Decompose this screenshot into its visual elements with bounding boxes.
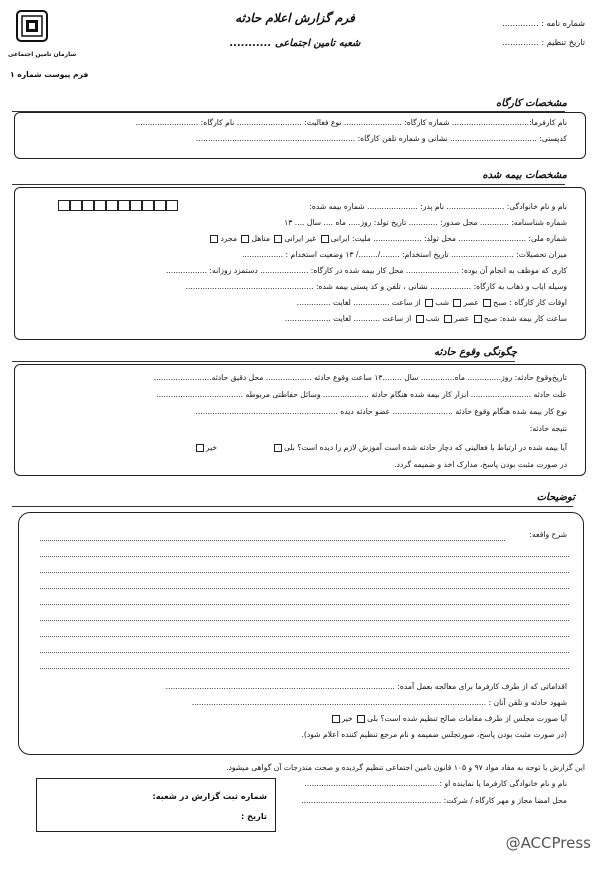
notes-line[interactable] [40, 668, 569, 669]
registration-box [36, 778, 276, 832]
notes-line[interactable] [40, 636, 569, 637]
accident-row-1: تاریخ‌وقوع حادثه: روز.............. ماه.............. سال ........۱۳ ساعت وقوع حادثه ................... محل دقیق حادثه........................ [153, 373, 567, 382]
issue-date: تاریخ تنظیم : .............. [502, 37, 585, 47]
accident-row-6: در صورت مثبت بودن پاسخ، مدارک اخذ و ضمیمه گردد. [394, 460, 567, 469]
workplace-evening-checkbox[interactable] [453, 299, 461, 307]
minutes-yes-checkbox[interactable] [357, 715, 365, 723]
insured-evening-checkbox[interactable] [444, 315, 452, 323]
section-insured: مشخصات بیمه شده [482, 170, 567, 181]
insured-row-1: نام و نام خانوادگی: ........................ نام پدر: ..................... شماره بیمه شده: [309, 202, 567, 211]
registration-date-label: تاریخ : [241, 811, 267, 821]
letter-number: شماره نامه : .............. [502, 18, 585, 28]
accident-row-3: نوع کار بیمه شده هنگام وقوع حادثه ......................... عضو حادثه دیده ........................................................... [195, 407, 567, 416]
notes-description-label: شرح واقعه: [529, 530, 567, 539]
iranian-checkbox[interactable] [321, 235, 329, 243]
insured-morning-checkbox[interactable] [474, 315, 482, 323]
registration-number-label: شماره ثبت گزارش در شعبه: [152, 791, 267, 801]
notes-line[interactable] [40, 588, 569, 589]
footer-statement: این گزارش با توجه به مفاد مواد ۹۷ و ۱۰۵ قانون تامین اجتماعی تنظیم گردیده و صحت مندرجات آن گواهی میشود. [226, 763, 585, 772]
notes-row-2: اقداماتی که از طرف کارفرما برای معالجه بعمل آمده: ............................................................................................... [165, 682, 567, 691]
insured-row-7: اوقات کار کارگاه : صبح عصر شب از ساعت ............... لغایت .............. [296, 298, 567, 307]
section-accident: چگونگی وقوع حادثه [433, 347, 517, 358]
insured-row-5: کاری که موظف به انجام آن بوده: ...................... محل کار بیمه شده در کارگاه: .................... دستمزد روزانه: ................. [165, 266, 567, 275]
notes-row-5: (در صورت مثبت بودن پاسخ، صورتجلس ضمیمه و نام مرجع تنظیم کننده اعلام شود). [301, 730, 567, 739]
non-iranian-checkbox[interactable] [274, 235, 282, 243]
insured-row-8: ساعت کار بیمه شده: صبح عصر شب از ساعت ........... لغایت ................... [284, 314, 567, 323]
divider [12, 506, 573, 507]
signature-place: محل امضا مجاز و مهر کارگاه / شرکت: .......................................................... [301, 796, 567, 805]
insured-night-checkbox[interactable] [416, 315, 424, 323]
divider [12, 184, 565, 185]
workplace-morning-checkbox[interactable] [483, 299, 491, 307]
attachment-label: فرم پیوست شماره ۱ [10, 70, 89, 79]
section-notes: توضیحات [536, 492, 575, 503]
notes-line[interactable] [40, 572, 569, 573]
organization-logo-icon [15, 9, 49, 49]
notes-line[interactable] [40, 556, 569, 557]
insured-row-6: وسیله ایاب و ذهاب به کارگاه: ................. نشانی ، تلفن و کد پستی بیمه شده: ..................................................... [185, 282, 567, 291]
insured-row-3: شماره ملی: ............................ محل تولد: .................... ملیت: ایرانی غیر ایرانی متاهل مجرد [208, 234, 567, 243]
organization-name: سازمان تامین اجتماعی [8, 51, 77, 58]
workplace-row-1: نام کارفرما:................................ شماره کارگاه: ........................ نوع فعالیت: ........................... نام کارگاه: .......................... [135, 118, 567, 127]
notes-line[interactable] [40, 604, 569, 605]
accident-row-4: نتیجه حادثه: [529, 424, 567, 433]
married-checkbox[interactable] [241, 235, 249, 243]
insured-row-4: میزان تحصیلات: .......................... تاریخ استخدام: ......../......../ ۱۳ وضعیت استخدام : ................. [242, 250, 567, 259]
accident-row-2: علت حادثه ......................... ابزار کار بیمه شده هنگام حادثه ................... وسائل حفاظتی مربوطه .................................... [156, 390, 567, 399]
notes-line[interactable] [40, 540, 505, 541]
notes-row-3: شهود حادثه و تلفن آنان : .......................................................................................................................... [191, 698, 567, 707]
workplace-night-checkbox[interactable] [425, 299, 433, 307]
insured-row-2: شماره شناسنامه: ............ محل صدور: ............ تاریخ تولد: روز..... ماه .... سال .... ۱۳ [284, 218, 567, 227]
training-no-checkbox[interactable] [196, 444, 204, 452]
divider [12, 361, 515, 362]
watermark: @ACCPress [505, 834, 591, 852]
accident-row-5: آیا بیمه شده در ارتباط با فعالیتی که دچار حادثه شده است آموزش لازم را دیده است؟ بلی خیر [194, 443, 567, 452]
notes-row-4: آیا صورت مجلس از طرف مقامات صالح تنظیم شده است؟ بلی خیر [330, 714, 567, 723]
single-checkbox[interactable] [210, 235, 218, 243]
minutes-no-checkbox[interactable] [332, 715, 340, 723]
training-yes-checkbox[interactable] [274, 444, 282, 452]
notes-line[interactable] [40, 652, 569, 653]
form-title: فرم گزارش اعلام حادثه [235, 11, 355, 25]
notes-line[interactable] [40, 620, 569, 621]
employer-name: نام و نام خانوادگی کارفرما یا نماینده او : ....................................................... [304, 779, 567, 788]
form-subtitle: شعبه تامین اجتماعی ........... [229, 38, 361, 49]
section-workplace: مشخصات کارگاه [495, 98, 567, 109]
workplace-row-2: کدپستی: .................................... نشانی و شماره تلفن کارگاه: .................................................................. [195, 134, 567, 143]
